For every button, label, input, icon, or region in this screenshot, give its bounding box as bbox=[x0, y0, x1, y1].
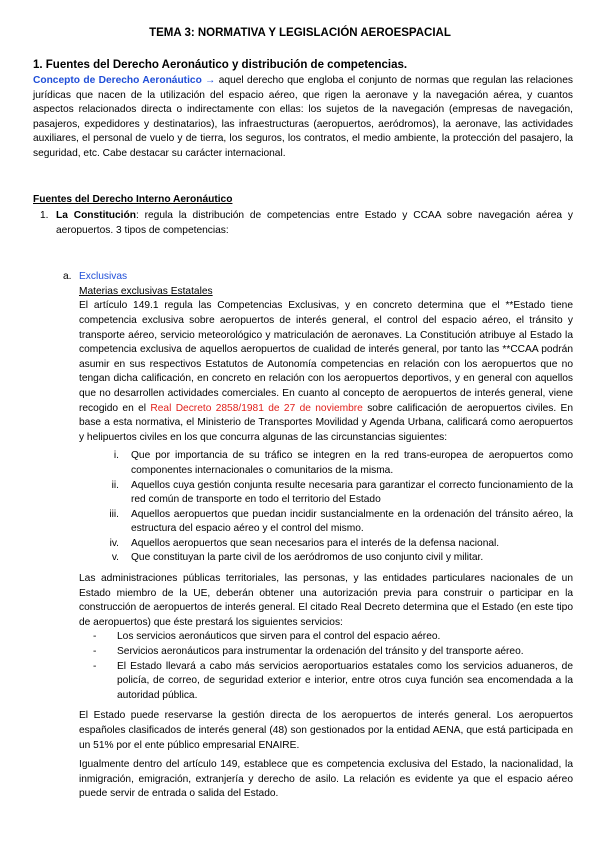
roman-list-item bbox=[91, 508, 573, 537]
list-item-text: Aquellos aeropuertos que puedan incidir sustancialmente en la ordenación del tránsito aéreo, la estructura del espacio aéreo y el control del mismo. bbox=[131, 508, 573, 535]
page-title: TEMA 3: NORMATIVA Y LEGISLACIÓN AEROESPACIAL bbox=[149, 27, 451, 39]
roman-list-item bbox=[91, 551, 573, 566]
dash-list-item bbox=[87, 630, 573, 645]
decree-reference: Real Decreto 2858/1981 de 27 de noviembre bbox=[150, 402, 363, 414]
paragraph-text: sobre calificación de aeropuertos civiles. En base a esta normativa, el Ministerio de Transportes Movilidad y Agenda Urbana, calificará como aeropuertos y helipuertos civiles en los que concurra algunas de las circunstancias siguientes: bbox=[79, 402, 573, 443]
dash-list-item bbox=[87, 660, 573, 704]
paragraph-text: El artículo 149.1 regula las Competencias Exclusivas, y en concreto determina que el **Estado tiene competencia exclusiva sobre aeropuertos de interés general, el control del espacio aéreo, el tránsito y transporte aéreo, servicio meteorológico y matriculación de aeronaves. La Constitución atribuye al Estado la competencia exclusiva de aquellos aeropuertos de cualidad de interés general, por tanto las **CCAA podrán asumir en sus respectivos Estatutos de Autonomía competencias en relación con los aeropuertos que no tengan dicha calificación, en concreto en relación con los aeropuertos deportivos, y en general con aquellos que no desarrollen actividades comerciales. En cuanto al concepto de aeropuertos de interés general, viene recogido en el bbox=[79, 300, 573, 414]
dash-list bbox=[87, 630, 573, 703]
dash-list-item bbox=[87, 645, 573, 660]
list-item-text: Servicios aeronáuticos para instrumentar la ordenación del tránsito y del transporte aéreo. bbox=[117, 646, 524, 658]
paragraph-nationality: Igualmente dentro del artículo 149, establece que es competencia exclusiva del Estado, la nacionalidad, la inmigración, emigración, extranjería y derecho de asilo. La relación es evidente ya que el espacio aéreo puede servir de entrada o salida del Estado. bbox=[79, 759, 573, 800]
concept-label: Concepto de Derecho Aeronáutico bbox=[33, 75, 202, 86]
roman-list-item bbox=[91, 537, 573, 552]
list-marker: iii. bbox=[109, 508, 119, 520]
roman-list-item bbox=[91, 449, 573, 478]
list-item-text: Los servicios aeronáuticos que sirven para el control del espacio aéreo. bbox=[117, 631, 441, 643]
list-item-text: El Estado llevará a cabo más servicios aeroportuarios estatales como los servicios aduaneros, de policía, de correo, de seguridad exterior e interior, entre otros cuya función sea encomendada a la autoridad pública. bbox=[117, 660, 573, 701]
list-marker: iv. bbox=[109, 537, 119, 549]
list-marker: - bbox=[93, 660, 97, 672]
list-item-text: Aquellos aeropuertos que sean necesarios para el interés de la defensa nacional. bbox=[131, 537, 500, 549]
concept-paragraph bbox=[33, 74, 573, 162]
section-heading: 1. Fuentes del Derecho Aeronáutico y distribución de competencias. bbox=[33, 59, 408, 71]
item-text: : regula la distribución de competencias entre Estado y CCAA sobre navegación aérea y aeropuertos. 3 tipos de competencias: bbox=[56, 210, 574, 236]
list-item-text: Que por importancia de su tráfico se integren en la red trans-europea de aeropuertos como componentes internacionales o comunitarios de la misma. bbox=[131, 450, 573, 476]
list-marker: - bbox=[93, 631, 97, 643]
subsection-heading: Fuentes del Derecho Interno Aeronáutico bbox=[33, 194, 233, 205]
paragraph-authorization: Las administraciones públicas territoriales, las personas, y las entidades particulares nacionales de un Estado miembro de la UE, deberán obtener una autorización previa para construir o participar en la construcción de aeropuertos de interés general. El citado Real Decreto determina que el Estado (en este tipo de aeropuertos) que éste prestará los siguientes servicios: bbox=[79, 573, 573, 628]
list-letter: a. bbox=[63, 271, 72, 283]
sub-item-exclusivas bbox=[63, 270, 573, 802]
arrow-icon: → bbox=[201, 75, 219, 86]
list-item-constitucion bbox=[40, 209, 574, 238]
roman-list-item bbox=[91, 479, 573, 508]
list-marker: v. bbox=[111, 552, 119, 564]
roman-list bbox=[91, 449, 573, 566]
paragraph-aena: El Estado puede reservarse la gestión directa de los aeropuertos de interés general. Los aeropuertos españoles clasificados de interés general (48) son gestionados por la entidad AENA, que está participada en un 51% por el ente público empresarial ENAIRE. bbox=[79, 710, 573, 751]
item-label: La Constitución bbox=[56, 210, 136, 221]
list-number: 1. bbox=[40, 210, 49, 221]
list-marker: - bbox=[93, 646, 97, 658]
list-item-text: Aquellos cuya gestión conjunta resulte necesaria para garantizar el correcto funcionamiento de la red común de transporte en todo el territorio del Estado bbox=[131, 479, 573, 506]
sub-item-label: Exclusivas bbox=[79, 271, 128, 283]
sub-item-heading: Materias exclusivas Estatales bbox=[79, 285, 213, 297]
concept-text: aquel derecho que engloba el conjunto de normas que regulan las relaciones jurídicas que nacen de la utilización del espacio aéreo, que rigen la aeronave y la navegación aérea, y cuantos aspectos relacionados directa o indirectamente con ellas: los sujetos de la navegación (empresas de navegación, pasajeros, expedidores y destinatarios), las infraestructuras (aeropuertos, aeródromos), la aeronave, las actividades auxiliares, el personal de vuelo y de tierra, los seguros, los contratos, el medio ambiente, la protección del pasajero, la seguridad, etc. Cabe destacar su carácter internacional. bbox=[33, 75, 573, 159]
list-marker: ii. bbox=[111, 479, 119, 491]
paragraph-article-149 bbox=[79, 299, 573, 445]
list-item-text: Que constituyan la parte civil de los aeródromos de uso conjunto civil y militar. bbox=[131, 552, 484, 564]
list-marker: i. bbox=[113, 450, 119, 462]
